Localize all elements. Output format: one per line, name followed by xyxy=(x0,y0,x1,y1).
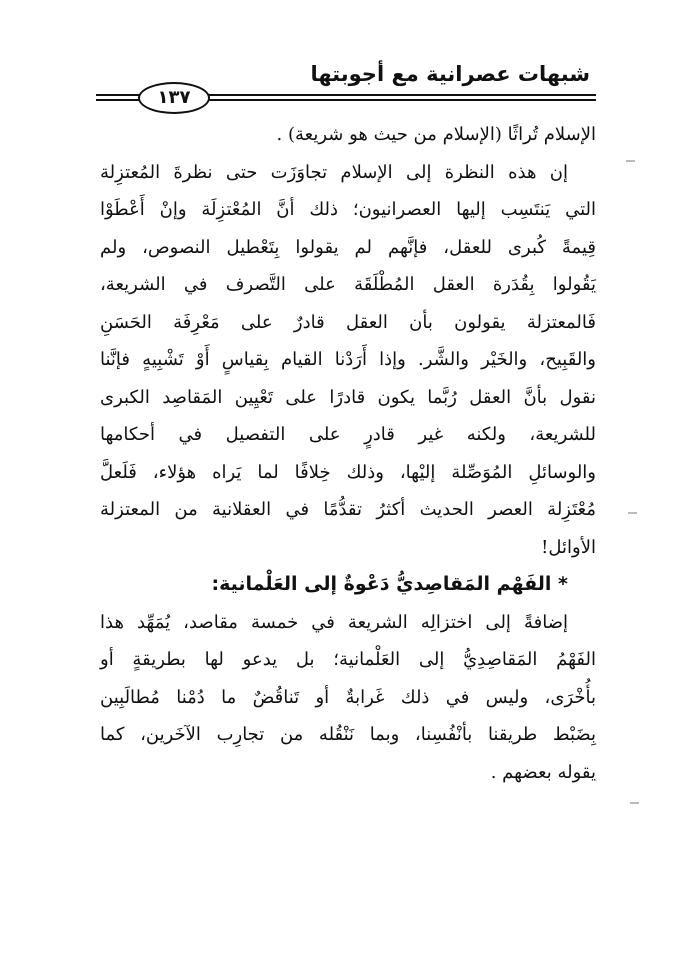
margin-mark xyxy=(628,512,637,514)
margin-mark xyxy=(626,160,635,162)
text-line: للشريعة، ولكنه غير قادرٍ على التفصيل في أحكامها xyxy=(100,424,596,445)
text-line: الإسلام تُراثًا (الإسلام من حيث هو شريعة) . xyxy=(276,124,596,145)
text-line: مُعْتَزِلة العصر الحديث أكثرُ تقدُّمًا في العقلانية من المعتزلة xyxy=(100,499,596,520)
text-line: يقوله بعضهم . xyxy=(490,761,596,783)
text-line: الأوائل! xyxy=(541,536,596,558)
text-line: والقَبِيح، والخَيْر والشَّر. وإذا أَرَدْنا القيام بِقياسٍ أَوْ تَشْبِيهٍ فإنَّنا xyxy=(100,349,596,370)
section-heading: * الفَهْم المَقاصِديُّ دَعْوةٌ إلى العَلْمانية: xyxy=(211,573,568,595)
text-line: فَالمعتزلة يقولون بأن العقل قادرٌ على مَعْرِفَة الحَسَنِ xyxy=(100,311,596,333)
text-line: التي يَنتَسِب إليها العصرانيون؛ ذلك أنَّ المُعْتزِلَة وإنْ أَعْطَوْا xyxy=(100,199,596,220)
text-line: والوسائلِ المُوَصِّلة إليْها، وذلك خِلافًا لما يَراه هؤلاء، فَلَعلَّ xyxy=(100,461,596,483)
text-line: إن هذه النظرة إلى الإسلام تجاوَزَت حتى نظرةَ المُعتزِلة xyxy=(100,161,568,183)
text-line: يَقُولوا بِقُدَرة العقل المُطْلَقَة على التَّصرف في الشريعة، xyxy=(100,274,596,295)
text-line: الفَهْمُ المَقاصِدِيُّ إلى العَلْمانية؛ بل يدعو لها بطريقةٍ أو xyxy=(100,649,596,670)
page-header xyxy=(96,58,596,118)
text-line: إضافةً إلى اختزالِه الشريعة في خمسة مقاصد، يُمَهِّد هذا xyxy=(100,611,568,633)
text-line: نقول بأنَّ العقل رُبَّما يكون قادرًا على تَعْيِين المَقاصِد الكبرى xyxy=(100,386,596,408)
page-number: ١٣٧ xyxy=(138,82,210,114)
text-line: بِضَبْط طريقنا بأنْفُسِنا، وبما نَنْقُله من تجارِب الآخَرين، كما xyxy=(100,724,596,745)
margin-mark xyxy=(630,802,639,804)
body-text xyxy=(100,116,596,791)
text-line: بأُخْرَى، وليس في ذلك غَرابةٌ أو تَناقُضٌ ما دُمْنا مُطالَبِين xyxy=(100,686,596,708)
running-title: شبهات عصرانية مع أجوبتها xyxy=(310,62,590,86)
text-line: قِيمةً كُبرى للعقل، فإنَّهم لم يقولوا بِتَعْطيل النصوص، ولم xyxy=(100,236,596,258)
